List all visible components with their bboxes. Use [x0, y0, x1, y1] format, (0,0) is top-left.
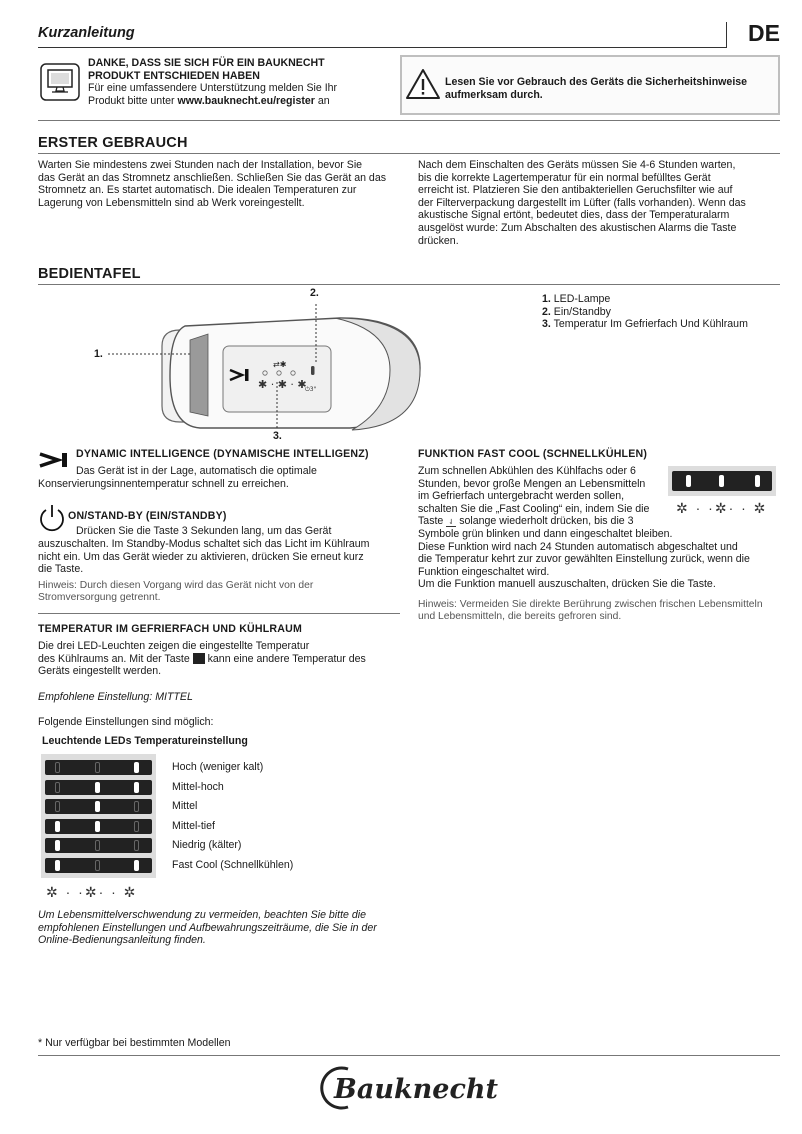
storage-note: Online-Bedienungsanleitung finden.	[38, 934, 206, 947]
fastcool-line: Diese Funktion wird nach 24 Stunden automatisch abgeschaltet und	[418, 540, 738, 553]
header-divider	[726, 22, 727, 48]
fast-cool-led-row	[672, 471, 772, 491]
led-table-header: Leuchtende LEDs Temperatureinstellung	[42, 735, 248, 747]
fastcool-hint: Hinweis: Vermeiden Sie direkte Berührung zwischen frischen Lebensmitteln	[418, 599, 763, 610]
erster-right-line: ausgelöst wurde: Zum Abschalten des akustischen Alarms die Taste	[418, 221, 737, 234]
brand-name: Bauknecht	[334, 1074, 499, 1105]
dynamic-intelligence-icon	[38, 451, 70, 474]
fastcool-line: Zum schnellen Abkühlen des Kühlfachs oder 6	[418, 465, 636, 477]
setting-label: Niedrig (kälter)	[172, 839, 242, 851]
storage-note: Um Lebensmittelverschwendung zu vermeiden, beachten Sie bitte die	[38, 909, 367, 921]
led-row-mittel-tief	[45, 819, 152, 834]
storage-note: empfohlenen Einstellungen und Aufbewahrungszeiträume, die Sie in der	[38, 921, 377, 934]
svg-text:⇄✱: ⇄✱	[273, 360, 287, 369]
onstandby-line: auszuschalten. Im Standby-Modus schaltet sich das Licht im Kühlraum	[38, 538, 370, 550]
thanks-line1: DANKE, DASS SIE SICH FÜR EIN BAUKNECHT	[88, 57, 325, 69]
erster-right-line: erreicht ist. Platzieren Sie den antibakteriellen Geruchsfilter wie auf	[418, 184, 733, 197]
section-rule	[38, 153, 780, 154]
fastcool-line: die Temperatur kehrt zur zuvor gewählten Einstellung zurück, wenn die	[418, 553, 750, 566]
bauknecht-logo	[318, 1062, 508, 1112]
setting-label: Fast Cool (Schnellkühlen)	[172, 859, 294, 871]
thanks-line3: Für eine umfassendere Unterstützung melden Sie Ihr	[88, 82, 338, 95]
temperature-button-icon	[193, 653, 205, 664]
legend-item-temperature: 3. Temperatur Im Gefrierfach Und Kühlraum	[542, 318, 748, 331]
thanks-line4: Produkt bitte unter www.bauknecht.eu/register an	[88, 94, 330, 107]
warning-line1: Lesen Sie vor Gebrauch des Geräts die Sicherheitshinweise	[445, 76, 748, 88]
erster-right-line: akustische Signal ertönt, bedeutet dies, dass der Temperaturalarm	[418, 209, 730, 222]
onstandby-hint: Hinweis: Durch diesen Vorgang wird das Gerät nicht von der	[38, 580, 314, 591]
temperatur-line: des Kühlraums an. Mit der Taste kann eine andere Temperatur des	[38, 652, 366, 665]
fast-cool-snowflake-icon: ✲ · ·✲· · ✲	[676, 500, 768, 516]
setting-label: Mittel-tief	[172, 820, 215, 832]
warning-icon	[405, 68, 441, 105]
setting-label: Mittel-hoch	[172, 781, 224, 793]
erster-left-line: Warten Sie mindestens zwei Stunden nach der Installation, bevor Sie	[38, 159, 363, 171]
temperatur-heading: TEMPERATUR IM GEFRIERFACH UND KÜHLRAUM	[38, 623, 302, 635]
power-icon	[37, 503, 67, 538]
erster-left-line: das Gerät an das Stromnetz anschließen. Schließen Sie das Gerät an das	[38, 171, 387, 184]
dynamic-line: Konservierungsinnentemperatur schnell zu erreichen.	[38, 478, 289, 490]
possible-settings-label: Folgende Einstellungen sind möglich:	[38, 716, 214, 728]
svg-text:⏻3": ⏻3"	[305, 386, 317, 393]
fastcool-line: im Gefrierfach untergebracht werden sollen,	[418, 490, 625, 503]
svg-text:✱ · ✱ · ✱: ✱ · ✱ · ✱	[258, 378, 307, 391]
footer-rule	[38, 1055, 780, 1056]
fastcool-line: Funktion eingeschaltet wird.	[418, 565, 550, 578]
erster-right-line: drücken.	[418, 234, 459, 247]
erster-right-line: Nach dem Einschalten des Geräts müssen Sie 4-6 Stunden warten,	[418, 159, 736, 171]
section-rule	[38, 284, 780, 285]
onstandby-line: nicht ein. Um das Gerät wieder zu aktivieren, drücken Sie erneut kurz	[38, 550, 364, 563]
legend-item-standby: 2. Ein/Standby	[542, 305, 611, 318]
fast-cool-button-icon: ⇃	[446, 519, 456, 527]
callout-2: 2.	[310, 287, 319, 299]
register-link[interactable]: www.bauknecht.eu/register	[177, 94, 315, 107]
led-row-fast-cool	[45, 858, 152, 873]
recommended-setting: Empfohlene Einstellung: MITTEL	[38, 691, 193, 703]
temperatur-line: Geräts eingestellt werden.	[38, 665, 162, 678]
section-rule	[38, 120, 780, 121]
led-row-mittel-hoch	[45, 780, 152, 795]
bedientafel-heading: BEDIENTAFEL	[38, 266, 141, 282]
temperatur-line: Die drei LED-Leuchten zeigen die eingestellte Temperatur	[38, 640, 310, 652]
onstandby-line: die Taste.	[38, 563, 84, 576]
erster-left-line: Lagerung von Lebensmitteln sind ab Werk voreingestellt.	[38, 196, 305, 209]
erster-right-line: bis die korrekte Lagertemperatur für ein normal befülltes Gerät	[418, 171, 711, 184]
fastcool-line: Um die Funktion manuell auszuschalten, drücken Sie die Taste.	[418, 578, 716, 591]
setting-label: Hoch (weniger kalt)	[172, 761, 264, 773]
language-code: DE	[748, 20, 780, 46]
section-rule	[38, 613, 400, 614]
onstandby-hint: Stromversorgung getrennt.	[38, 592, 161, 604]
warning-line2: aufmerksam durch.	[445, 88, 543, 101]
snowflake-symbols-icon: ✲ · ·✲· · ✲	[46, 884, 138, 900]
led-row-mittel	[45, 799, 152, 814]
setting-label: Mittel	[172, 800, 198, 812]
fastcool-line: Stunden, bevor große Mengen an Lebensmitteln	[418, 477, 646, 490]
fastcool-line: Symbole grün blinken und dann eingeschaltet bleiben.	[418, 527, 673, 540]
monitor-icon	[40, 63, 80, 101]
fastcool-hint: und Lebensmitteln, die bereits gefroren sind.	[418, 611, 622, 623]
header-rule	[38, 47, 726, 48]
onstandby-heading: ON/STAND-BY (EIN/STANDBY)	[68, 510, 227, 522]
erster-left-line: Stromnetz an. Es startet automatisch. Die idealen Temperaturen zur	[38, 184, 357, 197]
led-row-niedrig	[45, 838, 152, 853]
fastcool-line: Taste ⇃ solange wiederholt drücken, bis die 3	[418, 515, 634, 528]
erster-right-line: der Filterverpackung dargestellt im Lüfter (falls vorhanden). Wenn das	[418, 196, 746, 209]
fastcool-heading: FUNKTION FAST COOL (SCHNELLKÜHLEN)	[418, 448, 648, 460]
led-row-hoch	[45, 760, 152, 775]
callout-3: 3.	[273, 430, 282, 442]
header-title: Kurzanleitung	[38, 25, 135, 41]
callout-1: 1.	[94, 348, 103, 360]
onstandby-line: Drücken Sie die Taste 3 Sekunden lang, um das Gerät	[76, 525, 332, 537]
control-panel-illustration	[90, 288, 430, 438]
erster-gebrauch-heading: ERSTER GEBRAUCH	[38, 135, 188, 151]
footnote: * Nur verfügbar bei bestimmten Modellen	[38, 1037, 231, 1049]
dynamic-intelligence-heading: DYNAMIC INTELLIGENCE (DYNAMISCHE INTELLIGENZ)	[76, 448, 369, 460]
dynamic-line: Das Gerät ist in der Lage, automatisch die optimale	[76, 465, 317, 477]
fastcool-line: schalten Sie die „Fast Cooling“ ein, indem Sie die	[418, 502, 650, 515]
thanks-line2: PRODUKT ENTSCHIEDEN HABEN	[88, 69, 260, 82]
legend-item-led-lamp: 1. LED-Lampe	[542, 293, 611, 305]
